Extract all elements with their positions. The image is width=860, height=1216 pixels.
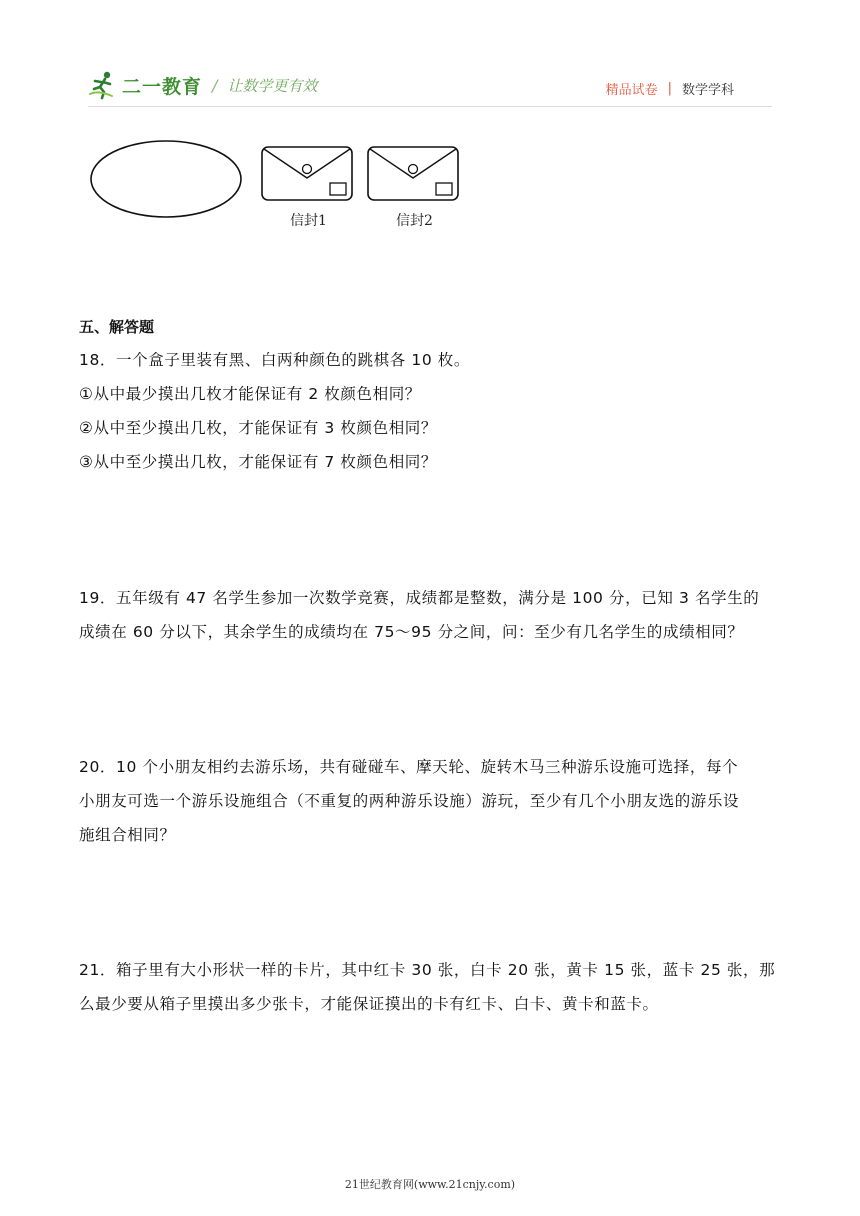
question-line: 小朋友可选一个游乐设施组合（不重复的两种游乐设施）游玩，至少有几个小朋友选的游乐设 bbox=[79, 792, 740, 810]
envelope-label-1: 信封1 bbox=[290, 213, 327, 229]
envelope-1 bbox=[262, 147, 352, 200]
question-line: 成绩在 60 分以下，其余学生的成绩均在 75～95 分之间，问：至少有几名学生的成绩相同？ bbox=[79, 623, 744, 641]
envelope-2 bbox=[368, 147, 458, 200]
header-tags bbox=[606, 79, 734, 98]
question-line: ③从中至少摸出几枚，才能保证有 7 枚颜色相同？ bbox=[79, 453, 438, 471]
question-line: 18．一个盒子里装有黑、白两种颜色的跳棋各 10 枚。 bbox=[79, 351, 471, 369]
question-line: 么最少要从箱子里摸出多少张卡，才能保证摸出的卡有红卡、白卡、黄卡和蓝卡。 bbox=[79, 995, 659, 1013]
section-title: 五、解答题 bbox=[79, 318, 155, 336]
question-line: 施组合相同？ bbox=[79, 826, 176, 844]
brand-name: 二一教育 bbox=[122, 75, 203, 98]
tag-separator: | bbox=[667, 81, 672, 96]
question-line: 19．五年级有 47 名学生参加一次数学竞赛，成绩都是整数，满分是 100 分，已知 3 名学生的 bbox=[79, 589, 760, 607]
page-header bbox=[0, 0, 860, 120]
envelope-label-2: 信封2 bbox=[396, 213, 433, 229]
runner-icon bbox=[88, 70, 118, 100]
oval-shape bbox=[91, 141, 241, 217]
tag-subject: 数学学科 bbox=[681, 83, 734, 98]
brand-logo bbox=[88, 70, 317, 100]
page-footer: 21世纪教育网(www.21cnjy.com) bbox=[344, 1178, 516, 1191]
question-line: 21．箱子里有大小形状一样的卡片，其中红卡 30 张，白卡 20 张，黄卡 15 张，蓝卡 25 张，那 bbox=[79, 961, 776, 979]
question-line: ②从中至少摸出几枚，才能保证有 3 枚颜色相同？ bbox=[79, 419, 438, 437]
brand-separator: / bbox=[212, 75, 218, 95]
question-line: 20．10 个小朋友相约去游乐场，共有碰碰车、摩天轮、旋转木马三种游乐设施可选择，每个 bbox=[79, 758, 739, 776]
question-line: ①从中最少摸出几枚才能保证有 2 枚颜色相同？ bbox=[79, 385, 421, 403]
header-divider bbox=[88, 106, 772, 107]
brand-slogan: 让数学更有效 bbox=[227, 76, 318, 95]
tag-premium: 精品试卷 bbox=[605, 83, 658, 98]
